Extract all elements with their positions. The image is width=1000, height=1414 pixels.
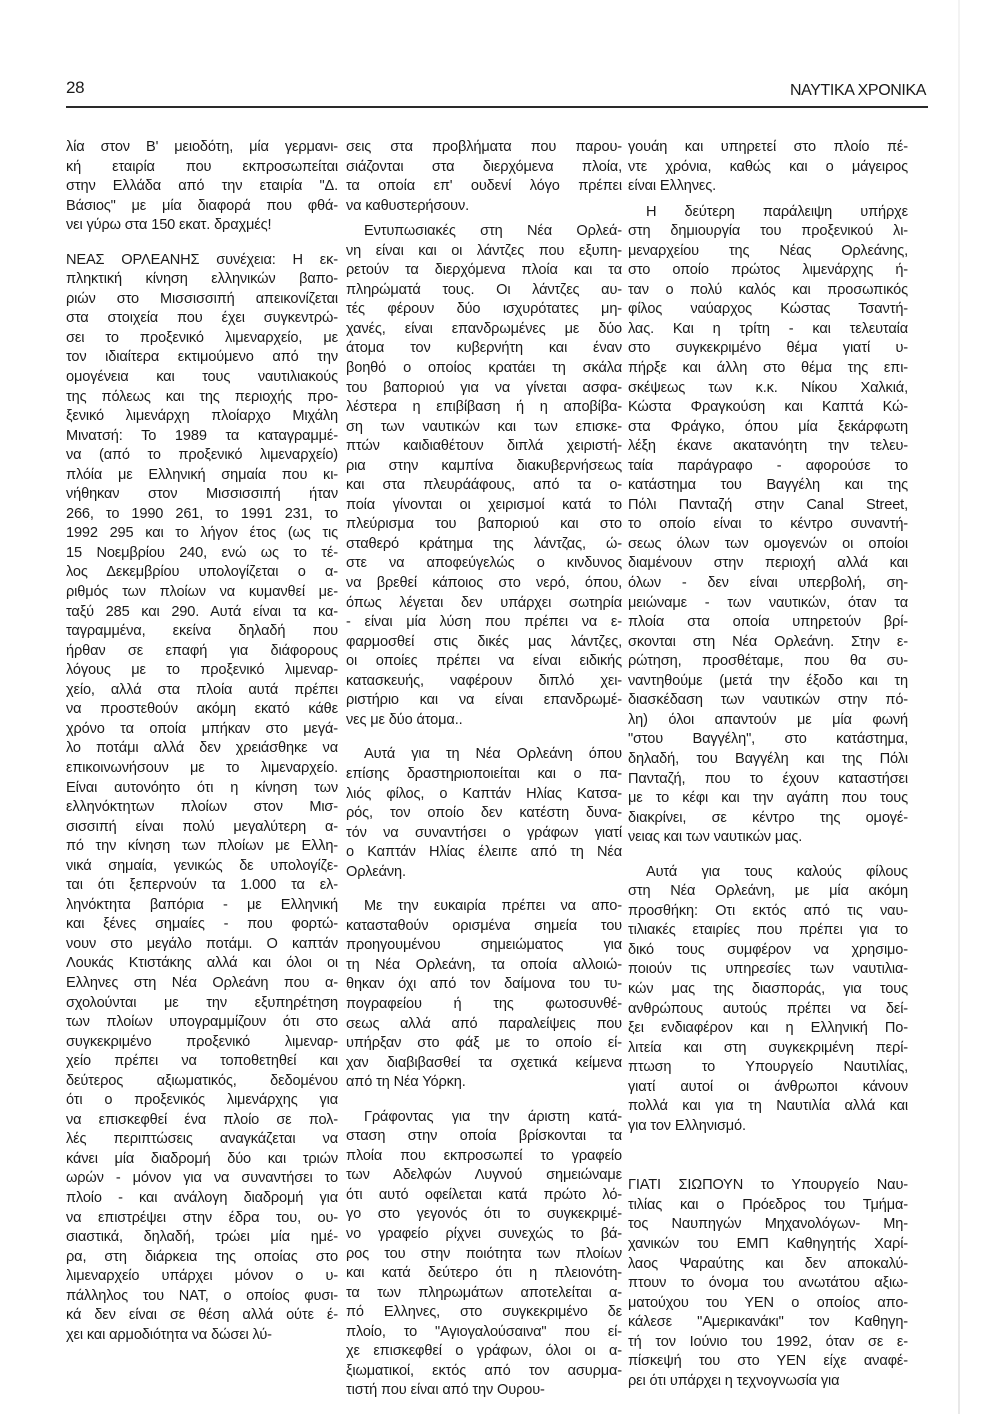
text-line: χει και αρμοδιότητα να δώσει λύ- (66, 1326, 272, 1343)
text-line: Αυτά για τη Νέα Ορλεάνη όπου (364, 746, 622, 763)
text-line: ναντηθούμε (μετά την έξοδο και τη (628, 672, 908, 689)
text-line: σιαστικά, δηλαδή, τρώει μία ημέ- (66, 1229, 338, 1246)
text-line: πλόία με Ελληνική σημαία που κι- (66, 466, 338, 483)
text-line: ρετούν τα διερχόμενα πλοία και τα (346, 262, 622, 279)
text-line: δεύτερος αξιωματικός, δεδομένου (66, 1072, 338, 1089)
text-line: στε να αποφεύγελώς ο κινδυνος (346, 555, 622, 572)
text-line: γουάη και υπηρετεί στο πλοίο πέ- (628, 139, 908, 155)
text-line: ανθρώπους αυτούς πρέπει να δεί- (628, 1000, 908, 1017)
text-line: από τη Νέα Υόρκη. (346, 1074, 466, 1091)
header-rule (66, 106, 928, 108)
text-line: σκέψεως των κ.κ. Νίκου Χαλκιά, (628, 379, 908, 396)
text-line: Πανταζή, που το έχουν καταστήσει (628, 770, 908, 787)
text-line: να επιστρέψει στην έδρα του, ου- (66, 1209, 338, 1226)
text-line: νουν στο μεγάλο ποτάμι. Ο καπτάν (66, 935, 338, 952)
article-paragraph (628, 203, 908, 848)
text-line: σταση στην οποία βρίσκονται τα (346, 1128, 622, 1145)
text-line: ότι αυτό οφείλεται κατά πρώτο λό- (346, 1186, 622, 1203)
text-line: πογραφείου ή της φωτοσυνθέ- (346, 995, 622, 1012)
text-line: πλοίο, το "Αγιογαλούσαινα" που εί- (346, 1323, 622, 1340)
text-line: βοηθό ο οποίος κρατάει τη σκάλα (346, 360, 622, 377)
text-line: ρια στην καμπίνα διακυβερνήσεως (346, 457, 622, 474)
text-line: του βαποριού για να γίνεται ασφα- (346, 379, 622, 396)
text-line: ΝΕΑΣ ΟΡΛΕΑΝΗΣ συνέχεια: Η εκ- (66, 251, 338, 268)
text-line: χαν διαβιβασθεί τα σχετικά κείμενα (346, 1054, 622, 1071)
text-line: Αυτά για τους καλούς φίλους (646, 863, 908, 880)
text-line: σεις στα προβλήματα που παρου- (346, 139, 622, 155)
text-line: πό Ελληνες, στο συγκεκριμένο δε (346, 1304, 622, 1321)
text-line: νειας και των ναυτικών μας. (628, 829, 803, 846)
text-line: όπως λέγεται δεν υπάρχει σωτηρία (346, 594, 622, 611)
text-line: κατασταθούν ορισμένα σημεία του (346, 917, 622, 934)
column-2 (346, 138, 622, 1401)
text-line: λο ποτάμι αλλά δεν χρειάσθηκε να (66, 740, 338, 757)
text-line: λέξη έκανε ακατανόητη την τελευ- (628, 438, 908, 455)
text-line: διαμένουν στην περιοχή αλλά και (628, 555, 908, 572)
text-line: στην Ελλάδα από την εταιρία "Δ. (66, 178, 338, 195)
text-line: διασκέδαση των ναυτικών στην πό- (628, 692, 908, 709)
text-line: ρος του στην ποιότητα των πλοίων (346, 1245, 622, 1262)
page-edge-shadow (958, 0, 960, 1414)
text-line: σταθερό κράτημα της λάντζας, ώ- (346, 535, 622, 552)
text-line: λας. Και η τρίτη - και τελευταία (628, 320, 908, 337)
page-number: 28 (66, 78, 85, 97)
paragraph-spacer (346, 730, 622, 745)
text-line: χείο πρέπει να τοποθετηθεί και (66, 1053, 338, 1070)
text-line: και κατά δεύτερο ότι η πλειονότη- (346, 1265, 622, 1282)
text-line: λόγους με το προξενικό λιμεναρ- (66, 662, 338, 679)
text-line: πλοία στα οποία υπηρετούν βρί- (628, 614, 908, 631)
text-line: χείο, αλλά στα πλοία αυτά πρέπει (66, 681, 338, 698)
text-line: φίλος ναύαρχος Κώστας Τσαντή- (628, 301, 908, 318)
text-line: της πόλεως και της περιοχής προ- (66, 388, 338, 405)
text-line: Λουκάς Κτιστάκης αλλά και όλοι οι (66, 955, 338, 972)
text-line: "στου Βαγγέλη", στο κατάστημα, (628, 731, 908, 748)
text-line: Πόλι Πανταζή στην Canal Street, (628, 496, 908, 513)
text-line: στο οποίο πρώτος λιμενάρχης ή- (628, 262, 908, 279)
text-line: να προστεθούν ακόμη εκατό κάθε (66, 701, 338, 718)
text-line: Ορλεάνη. (346, 863, 406, 880)
text-line: σει το προξενικό λιμεναρχείο, με (66, 329, 338, 346)
text-line: νες με δύο άτομα.. (346, 711, 463, 728)
text-line: σχολούνται με την εξυπηρέτηση (66, 994, 338, 1011)
text-line: κή εταιρία που εκπροσωπείται (66, 158, 338, 175)
text-line: πτών καιδιαθέτουν διπλά χειριστή- (346, 438, 622, 455)
text-line: και ξένες σημαίες - που φορτώ- (66, 916, 338, 933)
article-paragraph (628, 863, 908, 1137)
text-line: με το κέφι και την αγάπη που τους (628, 790, 908, 807)
column-1 (66, 138, 338, 1345)
text-line: Κώστα Φραγκούση και Καπτά Κώ- (628, 399, 908, 416)
text-line: 1992 295 και το λήγον έτος (ως τις (66, 525, 338, 542)
text-line: τιλιακές εταιρίες που πρέπει για το (628, 922, 908, 939)
text-line: λαος Ψαραύτης και δεν αποκαλύ- (628, 1255, 908, 1272)
text-line: πλοία που εκπροσωπεί το γραφείο (346, 1147, 622, 1164)
text-line: πληκτική κίνηση ελληνικών βαπο- (66, 271, 338, 288)
text-line: τιλίας και ο Πρόεδρος του Τμήμα- (628, 1196, 908, 1213)
text-line: τιστή που είναι από την Ουρου- (346, 1382, 545, 1399)
text-line: να καθυστερήσουν. (346, 197, 470, 214)
text-line: Εντυπωσιακές στη Νέα Ορλεά- (364, 223, 622, 240)
text-line: ομογένεια και τους ναυτιλιακούς (66, 369, 338, 386)
text-line: νικά σημαία, γενικώς δε υπολογίζε- (66, 857, 338, 874)
text-line: ρα, στη διάρκεια της οποίας στο (66, 1248, 338, 1265)
text-line: πήρξε και άλλη στο θέμα της επι- (628, 360, 908, 377)
text-line: ταγραμμένα, εκείνα δηλαδή που (66, 623, 338, 640)
text-line: νήθηκαν στον Μισσισσιπή ήταν (66, 486, 338, 503)
text-line: δικό τους συμφέρον να χρησιμο- (628, 941, 908, 958)
text-line: τη Νέα Ορλεάνη, τα οποία αλλοιώ- (346, 956, 622, 973)
text-line: πολλά και για τη Ναυτιλία αλλά και (628, 1098, 908, 1115)
text-line: Ελληνες στη Νέα Ορλεάνη που α- (66, 974, 338, 991)
text-line: ΓΙΑΤΙ ΣΙΩΠΟΥΝ το Υπουργείο Ναυ- (628, 1177, 908, 1194)
text-line: ρει ότι υπάρχει η τεχνογνωσία για (628, 1372, 840, 1389)
text-line: στη Νέα Ορλεάνη, με μία ακόμη (628, 883, 908, 900)
text-line: συγκεκριμένο προξενικό λιμεναρ- (66, 1033, 338, 1050)
text-line: νο γραφείο ρίχνει συνεχώς το βά- (346, 1225, 622, 1242)
text-line: ποιούν τις υπηρεσίες των ναυτιλια- (628, 961, 908, 978)
text-line: λιός φίλος, ο Καπτάν Ηλίας Κατσα- (346, 785, 622, 802)
text-line: Γράφοντας για την άριστη κατά- (364, 1108, 622, 1125)
text-line: να (από το προξενικό λιμεναρχείο) (66, 447, 338, 464)
text-line: πληρώματά τους. Οι λάντζες αυ- (346, 281, 622, 298)
text-line: ξει ενδιαφέρον και η Ελληνική Πο- (628, 1020, 908, 1037)
text-line: γιατί αυτοί οι άνθρωποι κάνουν (628, 1078, 908, 1095)
text-line: χανικών του ΕΜΠ Καθηγητής Χαρί- (628, 1235, 908, 1252)
text-line: των πλοίων υπογραμμίζουν ότι στο (66, 1014, 338, 1031)
text-line: πτωση το Υπουργείο Ναυτιλίας, (628, 1059, 908, 1076)
text-line: πλεύρισμα του βαποριού και στο (346, 516, 622, 533)
text-line: στα Φράγκο, όπου μία ξεκάρφωτη (628, 418, 908, 435)
text-line: σεως όλων των ομογενών οι οποίοι (628, 535, 908, 552)
text-line: ωρών - μόνον για να συναντήσει το (66, 1170, 338, 1187)
text-line: 266, το 1990 261, το 1991 231, το (66, 505, 338, 522)
text-line: ξενικό λιμενάρχη πλοίαρχο Μιχάλη (66, 408, 338, 425)
text-line: πτουν το όνομα του ανωτάτου αξιω- (628, 1275, 908, 1292)
article-paragraph (346, 745, 622, 882)
text-line: υπήρξαν στο φάξ με το οποίο εί- (346, 1035, 622, 1052)
text-line: λιτεία και στη συγκεκριμένη περί- (628, 1039, 908, 1056)
text-line: επικοινωνήσουν με το λιμεναρχείο. (66, 759, 338, 776)
text-line: ελληνόκτητων πλοίων στον Μισ- (66, 799, 338, 816)
text-line: προσθήκη: Οτι εκτός από τις ναυ- (628, 902, 908, 919)
text-line: Είναι αυτονόητο ότι η κίνηση των (66, 779, 338, 796)
text-line: ταία παράγραφο - αφορούσε το (628, 457, 908, 474)
text-line: στη δημιουργία του προξενικού λι- (628, 223, 908, 240)
text-line: γο στο γεγονός ότι το συγκεκριμέ- (346, 1206, 622, 1223)
text-line: λία στον Β' μειοδότη, μία γερμανι- (66, 139, 338, 155)
text-line: χε επισκεφθεί ο γράφων, όλοι οι α- (346, 1343, 622, 1360)
text-line: λές περιπτώσεις αναγκάζεται να (66, 1131, 338, 1148)
text-line: διακρίνει, σε κέντρο της ομογέ- (628, 809, 908, 826)
text-line: το οποίο είναι το κέντρο συναντή- (628, 516, 908, 533)
text-line: ριθμός των πλοίων να κυμανθεί με- (66, 584, 338, 601)
article-paragraph (66, 251, 338, 1346)
text-line: των Αδελφών Λυγνού σημειώναμε (346, 1167, 622, 1184)
text-line: τές φέρουν δύο ισχυρότατες μη- (346, 301, 622, 318)
text-line: μειώναμε - των ναυτικών, όταν τα (628, 594, 908, 611)
text-line: λέστερα η επιβίβαση ή η αποβίβα- (346, 399, 622, 416)
text-line: άτομα τον κυβερνήτη και έναν (346, 340, 622, 357)
text-line: χρόνο τα οποία μπήκαν στο μεγά- (66, 720, 338, 737)
text-line: νει γύρω στα 150 εκατ. δραχμές! (66, 217, 272, 234)
article-paragraph (628, 138, 908, 197)
text-line: επίσης δραστηριοποιείται και ο πα- (346, 765, 622, 782)
text-line: κών μας της διασποράς, για τους (628, 980, 908, 997)
text-line: στο συγκεκριμένο θέμα γιατί υ- (628, 340, 908, 357)
article-paragraph (346, 138, 622, 216)
paragraph-spacer (628, 1136, 908, 1176)
text-line: κά δεν είναι σε θέση αλλά ούτε έ- (66, 1307, 338, 1324)
text-line: νη είναι και οι λάντζες που εξυπη- (346, 242, 622, 259)
text-line: ριών στο Μισσισσιπή απεικονίζεται (66, 290, 338, 307)
text-line: μεναρχείου της Νέας Ορλεάνης, (628, 242, 908, 259)
text-line: λος Δεκεμβρίου υπολογίζεται ο α- (66, 564, 338, 581)
text-line: Με την ευκαιρία πρέπει να απο- (364, 898, 622, 915)
text-line: ρώτηση, προσθέταμε, που θα συ- (628, 653, 908, 670)
text-line: προηγουμένου σημειώματος για (346, 937, 622, 954)
text-line: στα στοιχεία που έχει συγκεντρώ- (66, 310, 338, 327)
text-line: ματούχου του ΥΕΝ ο οποίος απο- (628, 1294, 908, 1311)
text-line: τα των πληρωμάτων αποτελείται α- (346, 1284, 622, 1301)
text-line: 15 Νοεμβρίου 240, ενώ ως το τέ- (66, 544, 338, 561)
text-line: λη) όλοι απαντούν με μία φωνή (628, 711, 908, 728)
text-line: σεως αλλά από παραλείψεις που (346, 1015, 622, 1032)
text-line: τόν να συναντήσει ο γράφων γιατί (346, 824, 622, 841)
text-line: ο Καπτάν Ηλίας έλειπε από τη Νέα (346, 844, 622, 861)
text-line: είναι Ελληνες. (628, 178, 717, 195)
text-line: πάλληλος του ΝΑΤ, ο οποίος φυσι- (66, 1287, 338, 1304)
text-line: σκονται στη Νέα Ορλεάνη. Στην ε- (628, 633, 908, 650)
text-line: - είναι μία λύση που πρέπει να ε- (346, 614, 622, 631)
text-line: για τον Ελληνισμό. (628, 1117, 746, 1134)
article-paragraph (346, 222, 622, 730)
text-line: σισσιπή είναι πολύ μεγαλύτερη α- (66, 818, 338, 835)
text-line: Μινατσή: Το 1989 τα καταγραμμέ- (66, 427, 338, 444)
page-header (66, 78, 926, 108)
article-paragraph (346, 1108, 622, 1401)
text-line: ήρθαν σε επαφή για διάφορους (66, 642, 338, 659)
text-line: και στα πλευράάφους, από τα ο- (346, 477, 622, 494)
text-line: τα οποία επ' ουδενί λόγο πρέπει (346, 178, 622, 195)
text-line: σιάζονται στα διερχόμενα πλοία, (346, 158, 622, 175)
text-line: φαρμοσθεί στις δικές μας λάντζες, (346, 633, 622, 650)
article-paragraph (346, 897, 622, 1092)
text-line: χανές, είναι επανδρωμένες με δύο (346, 320, 622, 337)
text-line: τος Ναυπηγών Μηχανολόγων- Μη- (628, 1216, 908, 1233)
article-paragraph (628, 1176, 908, 1391)
paragraph-spacer (346, 1093, 622, 1108)
text-line: πίσκεψή του στο ΥΕΝ είχε αναφέ- (628, 1353, 908, 1370)
text-line: ρός, τον οποίο δεν κατέστη δυνα- (346, 805, 622, 822)
text-line: τον ιδιαίτερα εκτιμούμενο από την (66, 349, 338, 366)
text-line: ταν ο πολύ καλός και προσωπικός (628, 281, 908, 298)
column-3 (628, 138, 908, 1391)
text-line: να βρεθεί κάποιος στο νερό, όπου, (346, 575, 622, 592)
text-line: κάλεσε "Αμερικανάκι" τον Καθηγη- (628, 1314, 908, 1331)
text-line: όλων - δεν είναι υπερβολή, ση- (628, 575, 908, 592)
text-line: κατάστημα του Βαγγέλη και της (628, 477, 908, 494)
text-line: πό την κίνηση των πλοίων με Ελλη- (66, 838, 338, 855)
text-line: ταξύ 285 και 290. Αυτά είναι τα κα- (66, 603, 338, 620)
text-line: ξιωματικοί, εκτός από τον ασυρμα- (346, 1362, 622, 1379)
text-line: δηλαδή, του Βαγγέλη και της Πόλι (628, 750, 908, 767)
text-line: ντε χρόνια, καθώς και ο μάγειρος (628, 158, 908, 175)
text-line: ση των ναυτικών και των επισκε- (346, 418, 622, 435)
text-line: οι οποίες πρέπει να είναι ειδικής (346, 653, 622, 670)
paragraph-spacer (628, 848, 908, 863)
text-line: ότι ο προξενικός λιμενάρχης για (66, 1092, 338, 1109)
text-line: θηκαν όχι από τον δαίμονα του τυ- (346, 976, 622, 993)
text-line: κατασκευής, ναφέρουν διπλό χει- (346, 672, 622, 689)
text-line: τή τον Ιούνιο του 1992, όταν σε ε- (628, 1333, 908, 1350)
text-line: κάνει μία διαδρομή δύο και τριών (66, 1150, 338, 1167)
text-line: λιμεναρχείο υπάρχει μόνον ο υ- (66, 1268, 338, 1285)
paragraph-spacer (346, 882, 622, 897)
text-line: πλοίο - και ανάλογη διαδρομή για (66, 1189, 338, 1206)
text-line: ριστήριο και να είναι επανδρωμέ- (346, 692, 622, 709)
text-line: να επισκεφθεί ένα πλοίο σε πολ- (66, 1111, 338, 1128)
text-line: ληνόκτητα βαπόρια - με Ελληνική (66, 896, 338, 913)
running-title: ΝΑΥΤΙΚΑ ΧΡΟΝΙΚΑ (790, 82, 926, 99)
article-paragraph (66, 138, 338, 236)
text-line: ποία γίνονται οι χειρισμοί κατά το (346, 496, 622, 513)
text-line: Η δεύτερη παράλειψη υπήρχε (646, 203, 908, 220)
paragraph-spacer (66, 236, 338, 251)
text-line: Βάσιος" με μία διαφορά που φθά- (66, 197, 338, 214)
text-line: ται ότι ξεπερνούν τα 1.000 τα ελ- (66, 877, 338, 894)
